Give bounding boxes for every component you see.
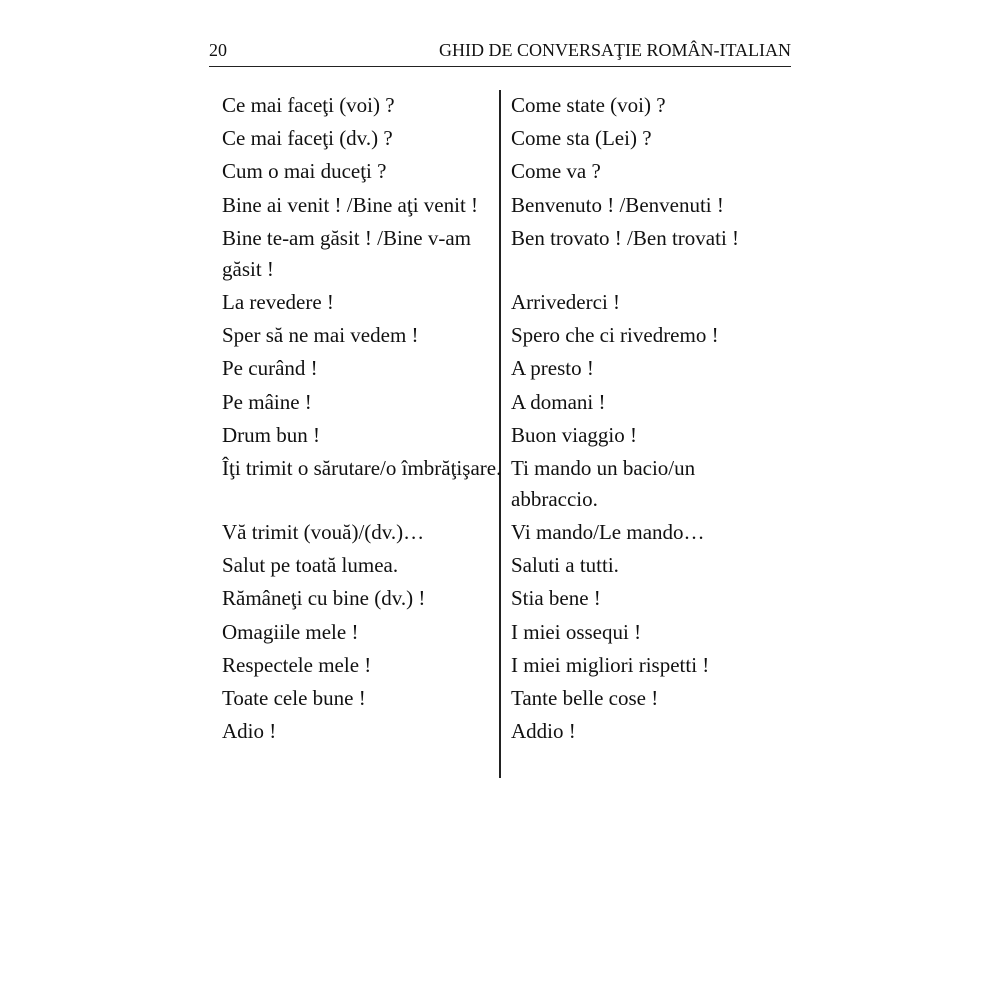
phrase-row	[222, 156, 762, 187]
romanian-phrase: Îţi trimit o sărutare/o îmbrăţişare.	[222, 455, 502, 480]
italian-phrase: A presto !	[511, 356, 594, 381]
romanian-phrase: Toate cele bune !	[222, 686, 366, 710]
romanian-phrase: La revedere !	[222, 289, 334, 314]
phrase-row	[222, 420, 762, 451]
romanian-phrase: Omagiile mele !	[222, 619, 359, 644]
italian-phrase: Ti mando un bacio/un abbraccio.	[511, 455, 696, 511]
phrase-table	[222, 90, 762, 749]
page-header	[209, 40, 791, 67]
romanian-phrase: Salut pe toată lumea.	[222, 553, 399, 578]
phrase-row	[222, 353, 762, 384]
romanian-phrase: Vă trimit (vouă)/(dv.)…	[222, 520, 425, 545]
italian-phrase: Tante belle cose !	[511, 686, 659, 710]
romanian-phrase: Bine te-am găsit ! /Bine v-am găsit !	[222, 225, 472, 281]
phrase-row	[222, 683, 762, 714]
phrase-row	[222, 287, 762, 318]
italian-phrase: Come state (voi) ?	[511, 93, 666, 117]
italian-phrase: Addio !	[511, 719, 576, 744]
italian-phrase: Vi mando/Le mando…	[511, 520, 705, 545]
phrase-row	[222, 716, 762, 747]
phrase-row	[222, 190, 762, 221]
romanian-phrase: Drum bun !	[222, 422, 320, 447]
romanian-phrase: Sper să ne mai vedem !	[222, 323, 419, 348]
phrase-row	[222, 650, 762, 681]
italian-phrase: Spero che ci rivedremo !	[511, 323, 719, 348]
phrase-row	[222, 123, 762, 154]
italian-phrase: Arrivederci !	[511, 289, 621, 314]
romanian-phrase: Pe curând !	[222, 356, 318, 381]
romanian-phrase: Respectele mele !	[222, 652, 372, 677]
phrase-row	[222, 617, 762, 648]
italian-phrase: A domani !	[511, 389, 606, 414]
running-title: GHID DE CONVERSAŢIE ROMÂN-ITALIAN	[438, 40, 791, 60]
phrase-row	[222, 517, 762, 548]
romanian-phrase: Cum o mai duceţi ?	[222, 159, 387, 184]
italian-phrase: I miei migliori rispetti !	[511, 652, 710, 677]
italian-phrase: Stia bene !	[511, 586, 601, 611]
italian-phrase: Saluti a tutti.	[511, 553, 619, 578]
romanian-phrase: Pe mâine !	[222, 389, 312, 414]
romanian-phrase: Bine ai venit ! /Bine aţi venit !	[222, 192, 479, 217]
romanian-phrase: Ce mai faceţi (dv.) ?	[222, 126, 393, 151]
page-number: 20	[209, 40, 227, 60]
phrase-row	[222, 90, 762, 121]
italian-phrase: I miei ossequi !	[511, 619, 642, 644]
phrase-row	[222, 223, 762, 285]
phrase-row	[222, 320, 762, 351]
italian-phrase: Come va ?	[511, 159, 601, 184]
romanian-phrase: Rămâneţi cu bine (dv.) !	[222, 586, 426, 611]
romanian-phrase: Ce mai faceţi (voi) ?	[222, 93, 395, 117]
phrase-row	[222, 550, 762, 581]
phrase-row	[222, 453, 762, 515]
italian-phrase: Buon viaggio !	[511, 422, 637, 447]
phrase-row	[222, 583, 762, 614]
italian-phrase: Ben trovato ! /Ben trovati !	[511, 225, 740, 250]
phrase-row	[222, 387, 762, 418]
italian-phrase: Come sta (Lei) ?	[511, 126, 652, 151]
romanian-phrase: Adio !	[222, 719, 277, 744]
italian-phrase: Benvenuto ! /Benvenuti !	[511, 192, 724, 217]
